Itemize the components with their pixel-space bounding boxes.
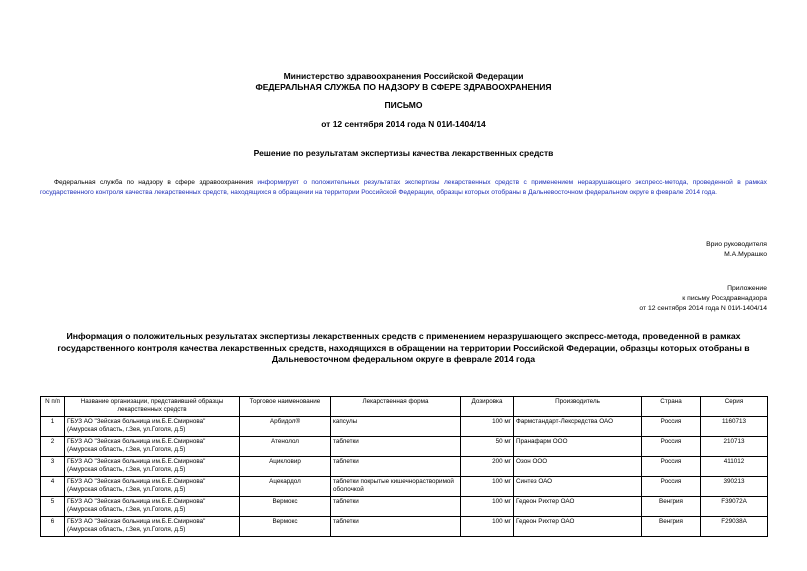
column-header: Торговое наименование bbox=[240, 397, 331, 417]
cell-series: F29038A bbox=[701, 517, 768, 537]
cell-organization: ГБУЗ АО "Зейская больница им.Б.Е.Смирнова" (Амурская область, г.Зея, ул.Гоголя, д.5) bbox=[65, 417, 240, 437]
cell-dosage-form: таблетки bbox=[331, 457, 461, 477]
cell-trade-name: Вермокс bbox=[240, 517, 331, 537]
column-header: Лекарственная форма bbox=[331, 397, 461, 417]
appendix-line3: от 12 сентября 2014 года N 01И-1404/14 bbox=[639, 305, 767, 312]
cell-manufacturer: Гедеон Рихтер ОАО bbox=[514, 497, 642, 517]
cell-organization: ГБУЗ АО "Зейская больница им.Б.Е.Смирнова" (Амурская область, г.Зея, ул.Гоголя, д.5) bbox=[65, 477, 240, 497]
cell-organization: ГБУЗ АО "Зейская больница им.Б.Е.Смирнова" (Амурская область, г.Зея, ул.Гоголя, д.5) bbox=[65, 517, 240, 537]
cell-dosage: 100 мг bbox=[461, 477, 514, 497]
table-row bbox=[41, 457, 768, 477]
cell-dosage-form: таблетки bbox=[331, 437, 461, 457]
appendix-line1: Приложение bbox=[727, 285, 767, 292]
cell-series: F39072A bbox=[701, 497, 768, 517]
cell-organization: ГБУЗ АО "Зейская больница им.Б.Е.Смирнова" (Амурская область, г.Зея, ул.Гоголя, д.5) bbox=[65, 497, 240, 517]
cell-number: 1 bbox=[41, 417, 65, 437]
column-header: Название организации, представившей образцы лекарственных средств bbox=[65, 397, 240, 417]
cell-manufacturer: Пранафарм ООО bbox=[514, 437, 642, 457]
appendix-block bbox=[639, 284, 767, 314]
appendix-line2: к письму Росздравнадзора bbox=[682, 295, 767, 302]
info-title: Информация о положительных результатах экспертизы лекарственных средств с применением неразрушающего экспресс-метода, проведенной в рамках государственного контроля качества лекарственных средств, находящихся в обращении на территории Российской Федерации, образцы которых отобраны в Дальневосточном федеральном округе в феврале 2014 года bbox=[57, 331, 750, 364]
cell-dosage: 100 мг bbox=[461, 497, 514, 517]
cell-number: 2 bbox=[41, 437, 65, 457]
cell-dosage-form: таблетки покрытые кишечнорастворимой оболочкой bbox=[331, 477, 461, 497]
cell-country: Россия bbox=[642, 417, 701, 437]
doc-type: ПИСЬМО bbox=[384, 100, 423, 110]
doc-date-number: от 12 сентября 2014 года N 01И-1404/14 bbox=[321, 119, 486, 129]
cell-country: Венгрия bbox=[642, 517, 701, 537]
results-table bbox=[40, 396, 768, 537]
cell-dosage-form: таблетки bbox=[331, 517, 461, 537]
cell-dosage-form: капсулы bbox=[331, 417, 461, 437]
cell-country: Венгрия bbox=[642, 497, 701, 517]
cell-country: Россия bbox=[642, 437, 701, 457]
cell-country: Россия bbox=[642, 457, 701, 477]
cell-dosage: 100 мг bbox=[461, 517, 514, 537]
signature-name: М.А.Мурашко bbox=[724, 251, 767, 258]
letter-body bbox=[40, 178, 767, 198]
table-header-row bbox=[41, 397, 768, 417]
cell-dosage-form: таблетки bbox=[331, 497, 461, 517]
column-header: Дозировка bbox=[461, 397, 514, 417]
table-row bbox=[41, 477, 768, 497]
table-row bbox=[41, 417, 768, 437]
table-row bbox=[41, 497, 768, 517]
cell-organization: ГБУЗ АО "Зейская больница им.Б.Е.Смирнова" (Амурская область, г.Зея, ул.Гоголя, д.5) bbox=[65, 437, 240, 457]
signature-position: Врио руководителя bbox=[706, 241, 767, 248]
signature-block bbox=[706, 240, 767, 260]
ministry-name: Министерство здравоохранения Российской Федерации bbox=[283, 71, 524, 81]
cell-dosage: 200 мг bbox=[461, 457, 514, 477]
table-row bbox=[41, 437, 768, 457]
doc-subject: Решение по результатам экспертизы качества лекарственных средств bbox=[253, 148, 554, 158]
cell-number: 6 bbox=[41, 517, 65, 537]
cell-trade-name: Арбидол® bbox=[240, 417, 331, 437]
body-link[interactable]: информирует о положительных результатах экспертизы лекарственных средств с применением неразрушающего экспресс-метода, проведенной в рамках государственного контроля качества лекарственных средств, находящихся в обращении на территории Российской Федерации, образцы которых отобраны в Дальневосточном федеральном округе в феврале 2014 года. bbox=[40, 179, 767, 196]
cell-number: 4 bbox=[41, 477, 65, 497]
cell-manufacturer: Озон ООО bbox=[514, 457, 642, 477]
cell-organization: ГБУЗ АО "Зейская больница им.Б.Е.Смирнова" (Амурская область, г.Зея, ул.Гоголя, д.5) bbox=[65, 457, 240, 477]
body-intro: Федеральная служба по надзору в сфере здравоохранения bbox=[54, 179, 253, 186]
cell-manufacturer: Гедеон Рихтер ОАО bbox=[514, 517, 642, 537]
cell-series: 411012 bbox=[701, 457, 768, 477]
cell-country: Россия bbox=[642, 477, 701, 497]
cell-series: 210713 bbox=[701, 437, 768, 457]
cell-dosage: 100 мг bbox=[461, 417, 514, 437]
cell-trade-name: Ацикловир bbox=[240, 457, 331, 477]
cell-manufacturer: Фармстандарт-Лексредства ОАО bbox=[514, 417, 642, 437]
cell-number: 3 bbox=[41, 457, 65, 477]
column-header: Серия bbox=[701, 397, 768, 417]
column-header: Производитель bbox=[514, 397, 642, 417]
cell-trade-name: Атенолол bbox=[240, 437, 331, 457]
cell-series: 1160713 bbox=[701, 417, 768, 437]
cell-dosage: 50 мг bbox=[461, 437, 514, 457]
table-row bbox=[41, 517, 768, 537]
column-header: N п/п bbox=[41, 397, 65, 417]
column-header: Страна bbox=[642, 397, 701, 417]
cell-number: 5 bbox=[41, 497, 65, 517]
cell-trade-name: Ацекардол bbox=[240, 477, 331, 497]
cell-trade-name: Вермокс bbox=[240, 497, 331, 517]
cell-manufacturer: Синтез ОАО bbox=[514, 477, 642, 497]
service-name: ФЕДЕРАЛЬНАЯ СЛУЖБА ПО НАДЗОРУ В СФЕРЕ ЗДРАВООХРАНЕНИЯ bbox=[255, 82, 552, 92]
cell-series: 390213 bbox=[701, 477, 768, 497]
